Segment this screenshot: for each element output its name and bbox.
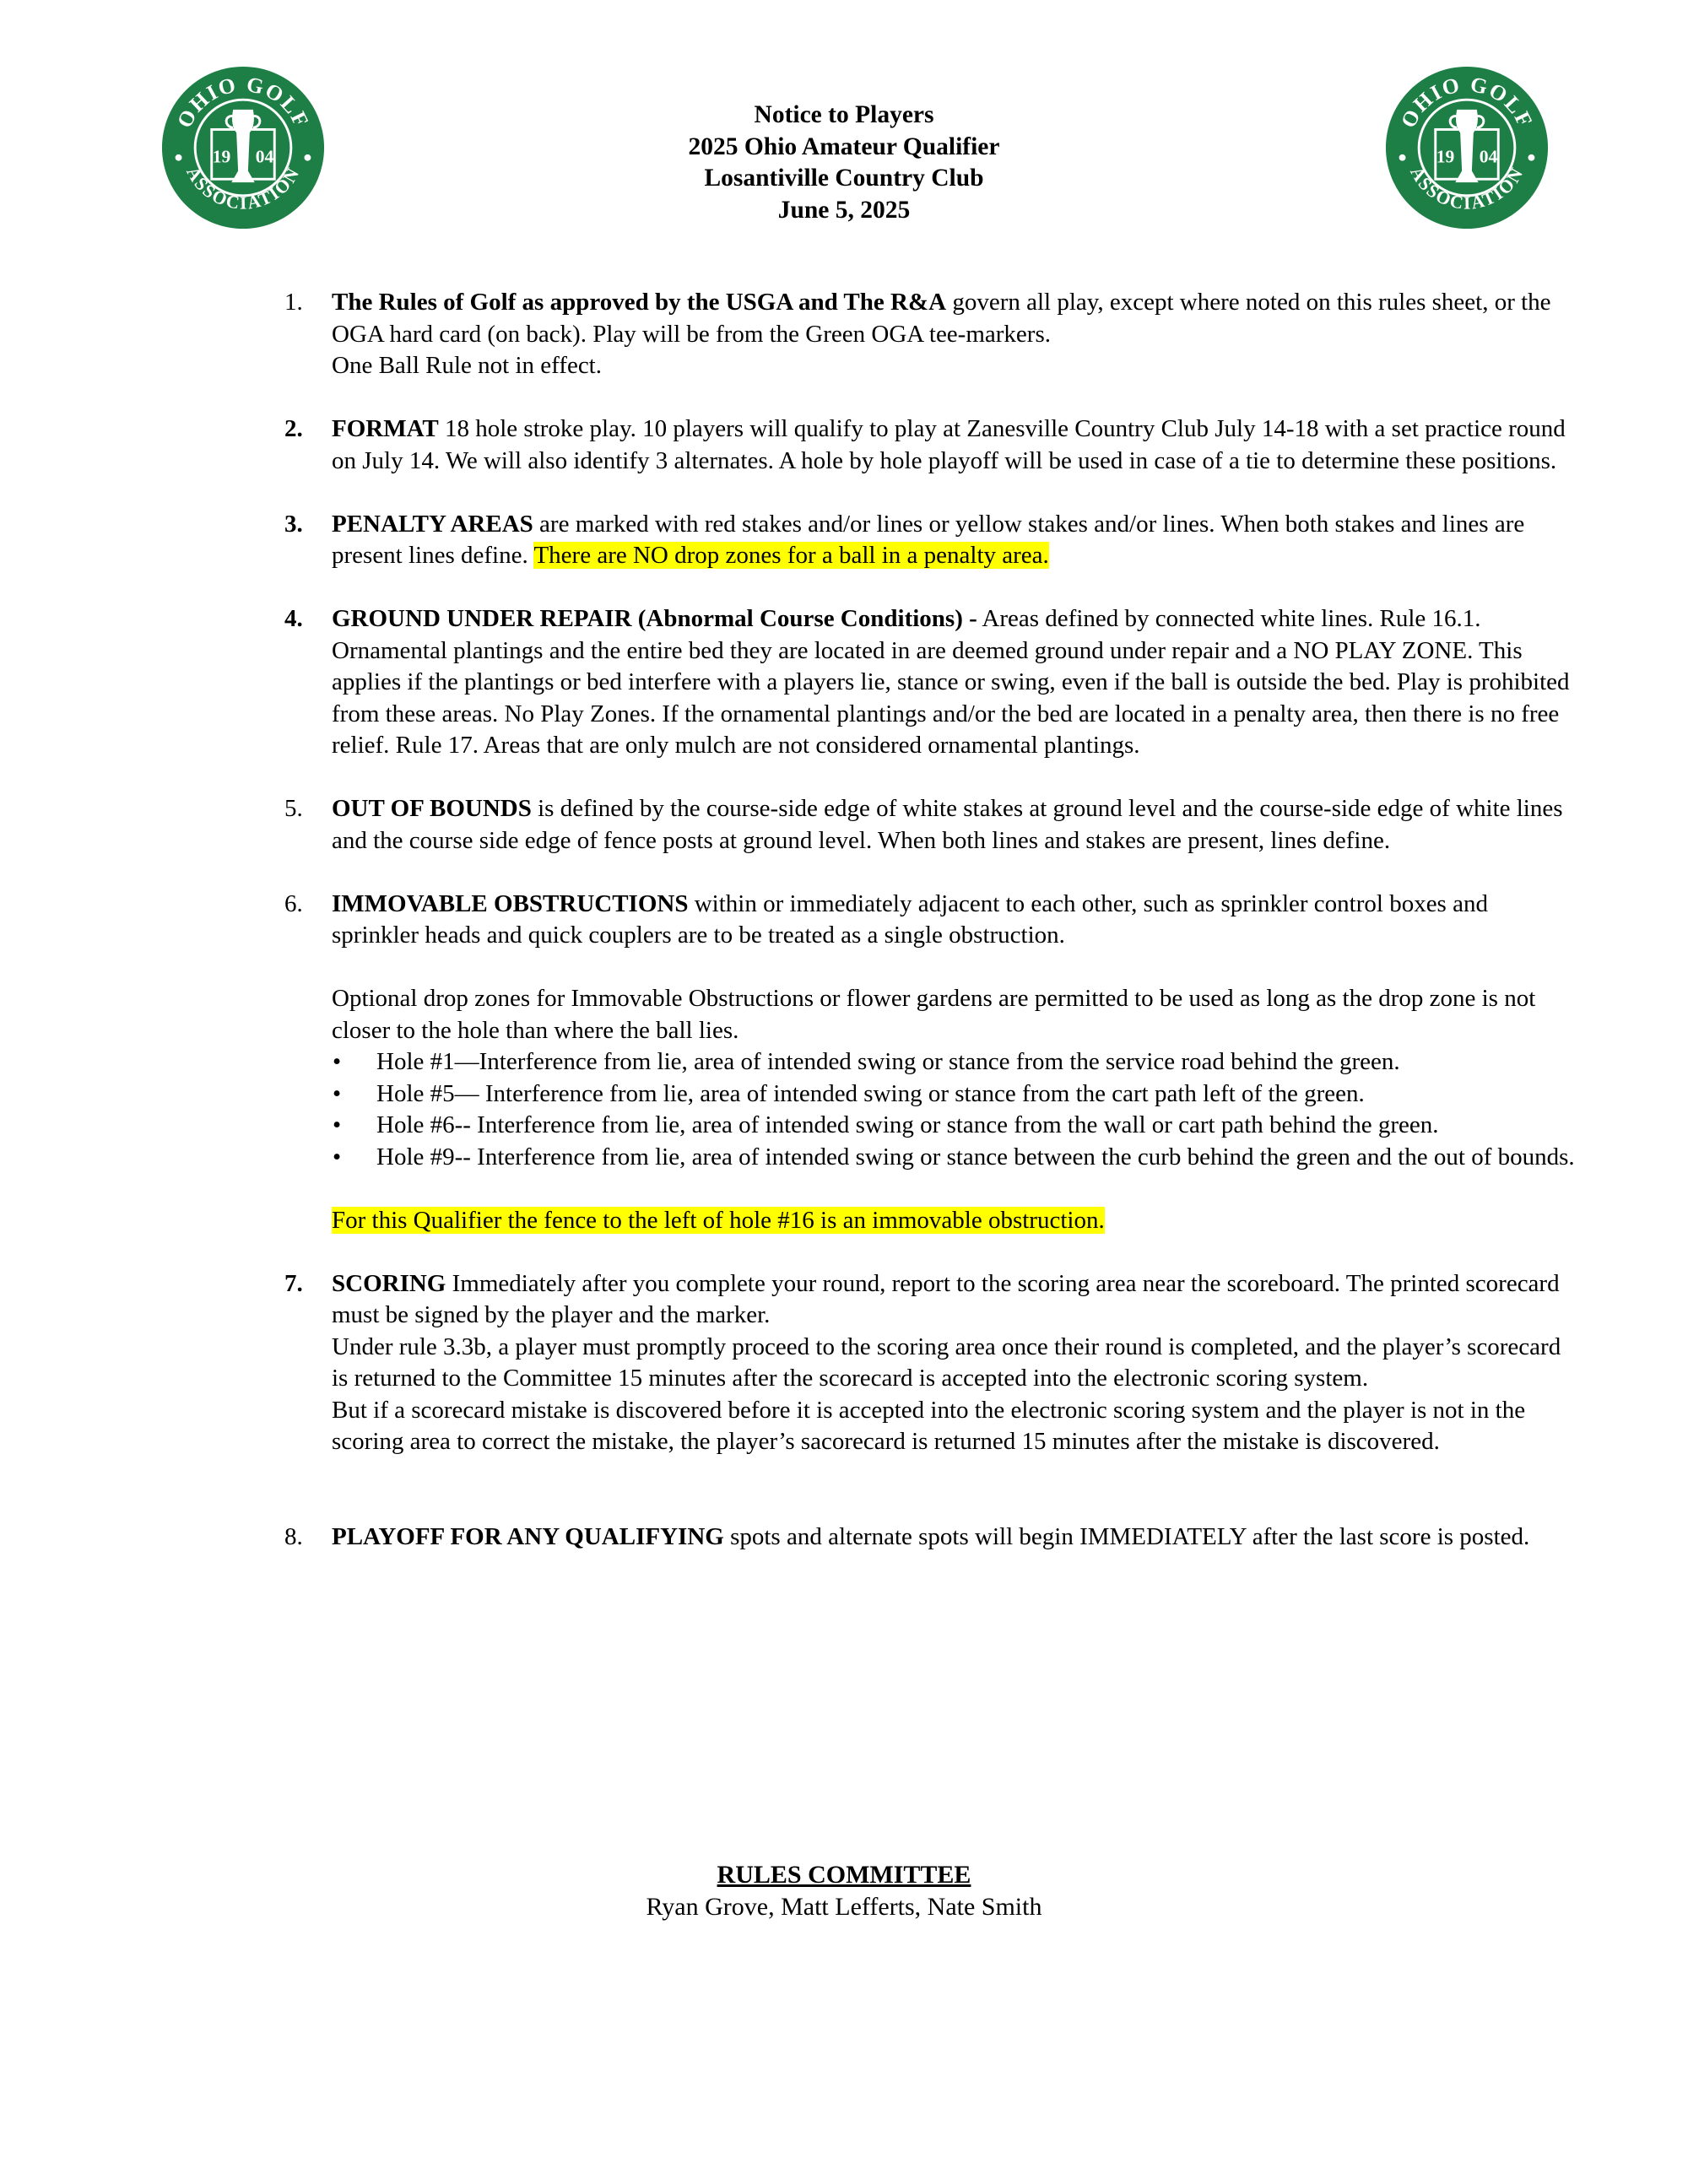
logo-bottom-text: ASSOCIATION [182, 163, 304, 214]
rule-text: Areas defined by connected white lines. Rule 16.1. Ornamental plantings and the entire bed they are located in are deemed ground under repair and a NO PLAY ZONE. This applies if the plantings or bed interfere with a players lie, stance or swing, even if the ball is outside the bed. Play is prohibited from these areas. No Play Zones. If the ornamental plantings and/or the bed are located in a penalty area, then there is no free relief. Rule 17. Areas that are only mulch are not considered ornamental plantings. [332, 605, 1570, 759]
rule-text: One Ball Rule not in effect. [332, 352, 602, 379]
rule-heading: FORMAT [332, 415, 439, 442]
rule-text: But if a scorecard mistake is discovered before it is accepted into the electronic scoring system and the player is not in the scoring area to correct the mistake, the player’s sacorecard is returned 15 minutes after the mistake is discovered. [332, 1396, 1526, 1455]
rule-number: 1. [284, 289, 303, 316]
logo-top-text: OHIO GOLF [171, 72, 315, 132]
rule-heading: PENALTY AREAS [332, 510, 533, 538]
rule-item-2 [279, 414, 1578, 477]
bullet-icon: • [333, 1143, 342, 1170]
rule-text: 18 hole stroke play. 10 players will qualify to play at Zanesville Country Club July 14-18 with a set practice round on July 14. We will also identify 3 alternates. A hole by hole playoff will be used in case of a tie to determine these positions. [332, 415, 1566, 474]
rule-number: 6. [284, 889, 303, 917]
rule-item-8 [279, 1522, 1578, 1554]
logo-year-right: 04 [1479, 146, 1498, 167]
rule-number: 2. [284, 415, 303, 442]
rule-heading: SCORING [332, 1269, 446, 1297]
bullet-icon: • [333, 1111, 342, 1138]
oga-logo-left [160, 65, 326, 230]
rule-text: is defined by the course-side edge of white stakes at ground level and the course-side edge of white lines and the course side edge of fence posts at ground level. When both lines and stakes are present, lines define. [332, 795, 1563, 854]
rule-item-5 [279, 793, 1578, 857]
rule-item-4 [279, 603, 1578, 762]
rule-number: 5. [284, 795, 303, 822]
header-title: Notice to Players [754, 101, 934, 128]
rule-item-3 [279, 509, 1578, 572]
oga-seal-icon [160, 65, 326, 230]
logo-year-left: 19 [212, 146, 231, 167]
committee-title: RULES COMMITTEE [717, 1861, 971, 1889]
list-item: • Hole #6-- Interference from lie, area of intended swing or stance from the wall or cart path behind the green. [376, 1110, 1578, 1142]
rule-number: 4. [284, 605, 303, 632]
rule-item-6-note [279, 1205, 1578, 1237]
logo-year-left: 19 [1436, 146, 1455, 167]
rule-text: are marked with red stakes and/or lines or yellow stakes and/or lines. When both stakes and lines are present lines define. [332, 510, 1525, 569]
logo-top-text: OHIO GOLF [1395, 72, 1539, 132]
oga-seal-icon [1384, 65, 1550, 230]
rule-text: spots and alternate spots will begin IMMEDIATELY after the last score is posted. [723, 1522, 1530, 1550]
rule-number: 3. [284, 510, 303, 538]
list-item: • Hole #9-- Interference from lie, area of intended swing or stance between the curb behind the green and the out of bounds. [376, 1142, 1578, 1174]
logo-bottom-text: ASSOCIATION [1406, 163, 1528, 214]
rule-item-6 [279, 889, 1578, 1047]
rules-committee [422, 1859, 1266, 1923]
header-date: June 5, 2025 [777, 196, 911, 224]
notice-header [422, 100, 1266, 226]
rule-text: govern all play, except where noted on this rules sheet, or the OGA hard card (on back). Play will be from the Green OGA tee-markers. [332, 289, 1551, 348]
rule-text: Under rule 3.3b, a player must promptly proceed to the scoring area once their round is completed, and the player’s scorecard is returned to the Committee 15 minutes after the scorecard is accepted into the electronic scoring system. [332, 1333, 1561, 1392]
rule-text: Immediately after you complete your round, report to the scoring area near the scoreboard. The printed scorecard must be signed by the player and the marker. [332, 1269, 1560, 1328]
committee-names: Ryan Grove, Matt Lefferts, Nate Smith [646, 1893, 1042, 1921]
header-venue: Losantiville Country Club [704, 165, 984, 192]
hole-drop-zone-list [279, 1046, 1578, 1173]
bullet-icon: • [333, 1079, 342, 1107]
rule-item-1 [279, 287, 1578, 382]
logo-year-right: 04 [255, 146, 274, 167]
rule-heading: PLAYOFF FOR ANY QUALIFYING [332, 1522, 724, 1550]
rule-heading: OUT OF BOUNDS [332, 795, 532, 822]
header-event: 2025 Ohio Amateur Qualifier [688, 132, 1000, 160]
rule-number: 8. [284, 1522, 303, 1550]
rule-heading: GROUND UNDER REPAIR (Abnormal Course Conditions) - [332, 605, 977, 632]
rule-item-7 [279, 1268, 1578, 1458]
list-item: • Hole #1—Interference from lie, area of intended swing or stance from the service road behind the green. [376, 1046, 1578, 1078]
rule-text: within or immediately adjacent to each other, such as sprinkler control boxes and sprinkler heads and quick couplers are to be treated as a single obstruction. [332, 889, 1488, 949]
highlighted-note: There are NO drop zones for a ball in a penalty area. [533, 542, 1049, 569]
list-item: • Hole #5— Interference from lie, area of intended swing or stance from the cart path left of the green. [376, 1078, 1578, 1111]
rule-text: Optional drop zones for Immovable Obstructions or flower gardens are permitted to be used as long as the drop zone is not closer to the hole than where the ball lies. [332, 985, 1536, 1044]
oga-logo-right [1384, 65, 1550, 230]
bullet-icon: • [333, 1048, 342, 1075]
rule-heading: The Rules of Golf as approved by the USGA and The R&A [332, 289, 947, 316]
rules-list [279, 287, 1578, 1553]
rule-heading: IMMOVABLE OBSTRUCTIONS [332, 889, 689, 917]
highlighted-note: For this Qualifier the fence to the left of hole #16 is an immovable obstruction. [332, 1206, 1105, 1234]
rule-number: 7. [284, 1269, 303, 1297]
